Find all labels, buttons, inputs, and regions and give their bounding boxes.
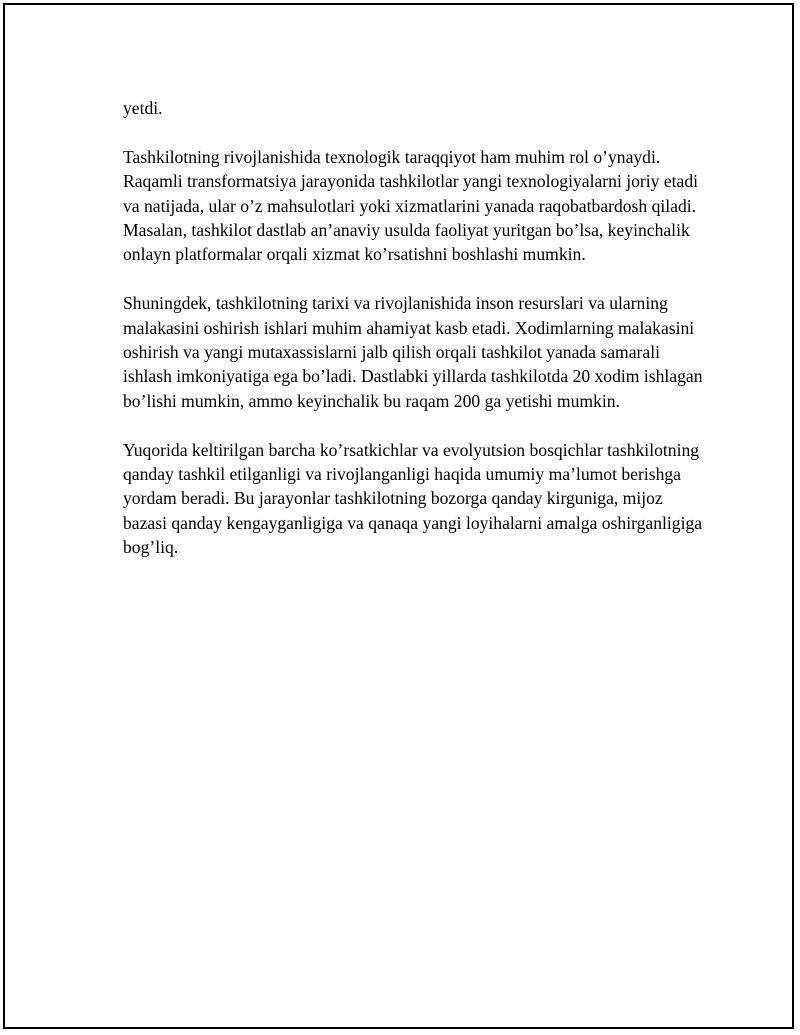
document-page — [3, 3, 794, 1029]
paragraph-summary: Yuqorida keltirilgan barcha ko’rsatkichlar va evolyutsion bosqichlar tashkilotning qanday tashkil etilganligi va rivojlanganligi haqida umumiy ma’lumot berishga yordam beradi. Bu jarayonlar tashkilotning bozorga qanday kirguniga, mijoz bazasi qanday kengayganligiga va qanaqa yangi loyihalarni amalga oshirganligiga bog’liq. — [123, 439, 703, 558]
paragraph-technology: Tashkilotning rivojlanishida texnologik taraqqiyot ham muhim rol o’ynaydi. Raqamli transformatsiya jarayonida tashkilotlar yangi texnologiyalarni joriy etadi va natijada, ular o’z mahsulotlari yoki xizmatlarini yanada raqobatbardosh qiladi. Masalan, tashkilot dastlab an’anaviy usulda faoliyat yuritgan bo’lsa, keyinchalik onlayn platformalar orqali xizmat ko’rsatishni boshlashi mumkin. — [123, 146, 699, 265]
document-body — [123, 96, 703, 584]
paragraph-continuation: yetdi. — [123, 98, 163, 118]
paragraph-human-resources: Shuningdek, tashkilotning tarixi va rivojlanishida inson resurslari va ularning malakasini oshirish ishlari muhim ahamiyat kasb etadi. Xodimlarning malakasini oshirish va yangi mutaxassislarni jalb qilish orqali tashkilot yanada samarali ishlash imkoniyatiga ega bo’ladi. Dastlabki yillarda tashkilotda 20 xodim ishlagan bo’lishi mumkin, ammo keyinchalik bu raqam 200 ga yetishi mumkin. — [123, 293, 703, 411]
page-border-inner — [10, 10, 787, 1022]
